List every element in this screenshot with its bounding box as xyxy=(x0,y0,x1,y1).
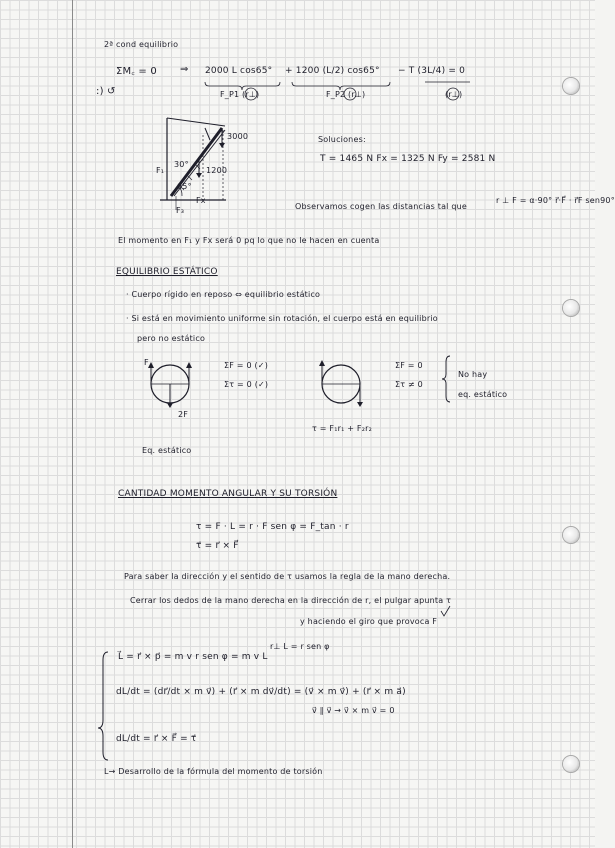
equation-term-3: − T (3L/4) = 0 xyxy=(398,66,466,76)
derivative-line: dL/dt = (dr⃗/dt × m v⃗) + (r⃗ × m dv⃗/dt) = (v⃗ × m v⃗) + (r⃗ × m a⃗) xyxy=(116,687,406,697)
eq-estatico-left: Eq. estático xyxy=(142,446,192,455)
brace-label-fp2: F_P2 (r⊥) xyxy=(326,90,366,99)
d2-torque: τ = F₁r₁ + F₂r₂ xyxy=(312,424,373,433)
right-hand-rule-1: Para saber la dirección y el sentido de τ usamos la regla de la mano derecha. xyxy=(124,572,451,581)
fig-label-fx: Fx xyxy=(196,196,206,205)
fig-label-f1: F₁ xyxy=(156,166,165,175)
right-hand-rule-3: y haciendo el giro que provoca F xyxy=(300,617,438,626)
no-hay-label: No hay xyxy=(458,370,488,379)
derivative-sub: v⃗ ∥ v⃗ → v⃗ × m v⃗ = 0 xyxy=(312,706,395,715)
moment-zero-note: El momento en F₁ y Fx será 0 pq lo que no le hacen en cuenta xyxy=(118,236,380,245)
static-bullet-2-cont: pero no estático xyxy=(137,334,206,343)
angular-momentum-def: L⃗ = r⃗ × p⃗ = m v r sen φ = m v L xyxy=(118,652,268,662)
fig-label-65: 65° xyxy=(177,182,192,191)
d1-label-2f: 2F xyxy=(178,410,189,419)
fig-label-3000: 3000 xyxy=(227,132,249,141)
equation-term-2: + 1200 (L/2) cos65° xyxy=(285,66,380,76)
fig-label-30: 30° xyxy=(174,160,189,169)
solutions-title: Soluciones: xyxy=(318,135,366,144)
side-mark: :) ↺ xyxy=(96,86,116,97)
brace-label-fp1: F_P1 (r⊥) xyxy=(220,90,260,99)
fig-label-1200: 1200 xyxy=(206,166,228,175)
brace-label-t: (r⊥) xyxy=(445,90,463,99)
d1-label-f: F xyxy=(144,358,149,367)
static-section-title: EQUILIBRIO ESTÁTICO xyxy=(116,267,218,277)
footer-note: L→ Desarrollo de la fórmula del momento de torsión xyxy=(104,767,323,776)
static-bullet-1: · Cuerpo rígido en reposo ⇔ equilibrio estático xyxy=(126,290,321,299)
angular-def-small: r⊥ L = r sen φ xyxy=(270,642,330,651)
static-bullet-2: · Si está en movimiento uniforme sin rotación, el cuerpo está en equilibrio xyxy=(126,314,438,323)
right-hand-rule-2: Cerrar los dedos de la mano derecha en la dirección de r, el pulgar apunta τ xyxy=(130,596,452,605)
torque-equation-2: τ⃗ = r⃗ × F⃗ xyxy=(196,541,239,551)
angular-section-title: CANTIDAD MOMENTO ANGULAR Y SU TORSIÓN xyxy=(118,489,338,499)
d1-equations: ΣF = 0 (✓) Στ = 0 (✓) xyxy=(224,361,269,389)
solutions-values: T = 1465 N Fx = 1325 N Fy = 2581 N xyxy=(320,154,496,164)
cond-title: 2ª cond equilibrio xyxy=(104,40,179,49)
implies-arrow: ⇒ xyxy=(180,64,189,75)
derivative-final: dL/dt = r⃗ × F⃗ = τ⃗ xyxy=(116,734,197,744)
eq-estatico-right: eq. estático xyxy=(458,390,508,399)
torque-equation-1: τ = F · L = r · F sen φ = F_tan · r xyxy=(196,522,349,532)
observe-text: Observamos cogen las distancias tal que xyxy=(295,202,468,211)
d2-equations: ΣF = 0 Στ ≠ 0 xyxy=(395,361,423,389)
observe-formula: r ⊥ F = α·90° r⃗·F⃗ · r⃗F sen90° xyxy=(496,196,615,205)
fig-label-f3: F₃ xyxy=(176,206,185,215)
sum-moments: ΣM꜀ = 0 xyxy=(116,66,157,77)
equation-term-1: 2000 L cos65° xyxy=(205,66,273,76)
